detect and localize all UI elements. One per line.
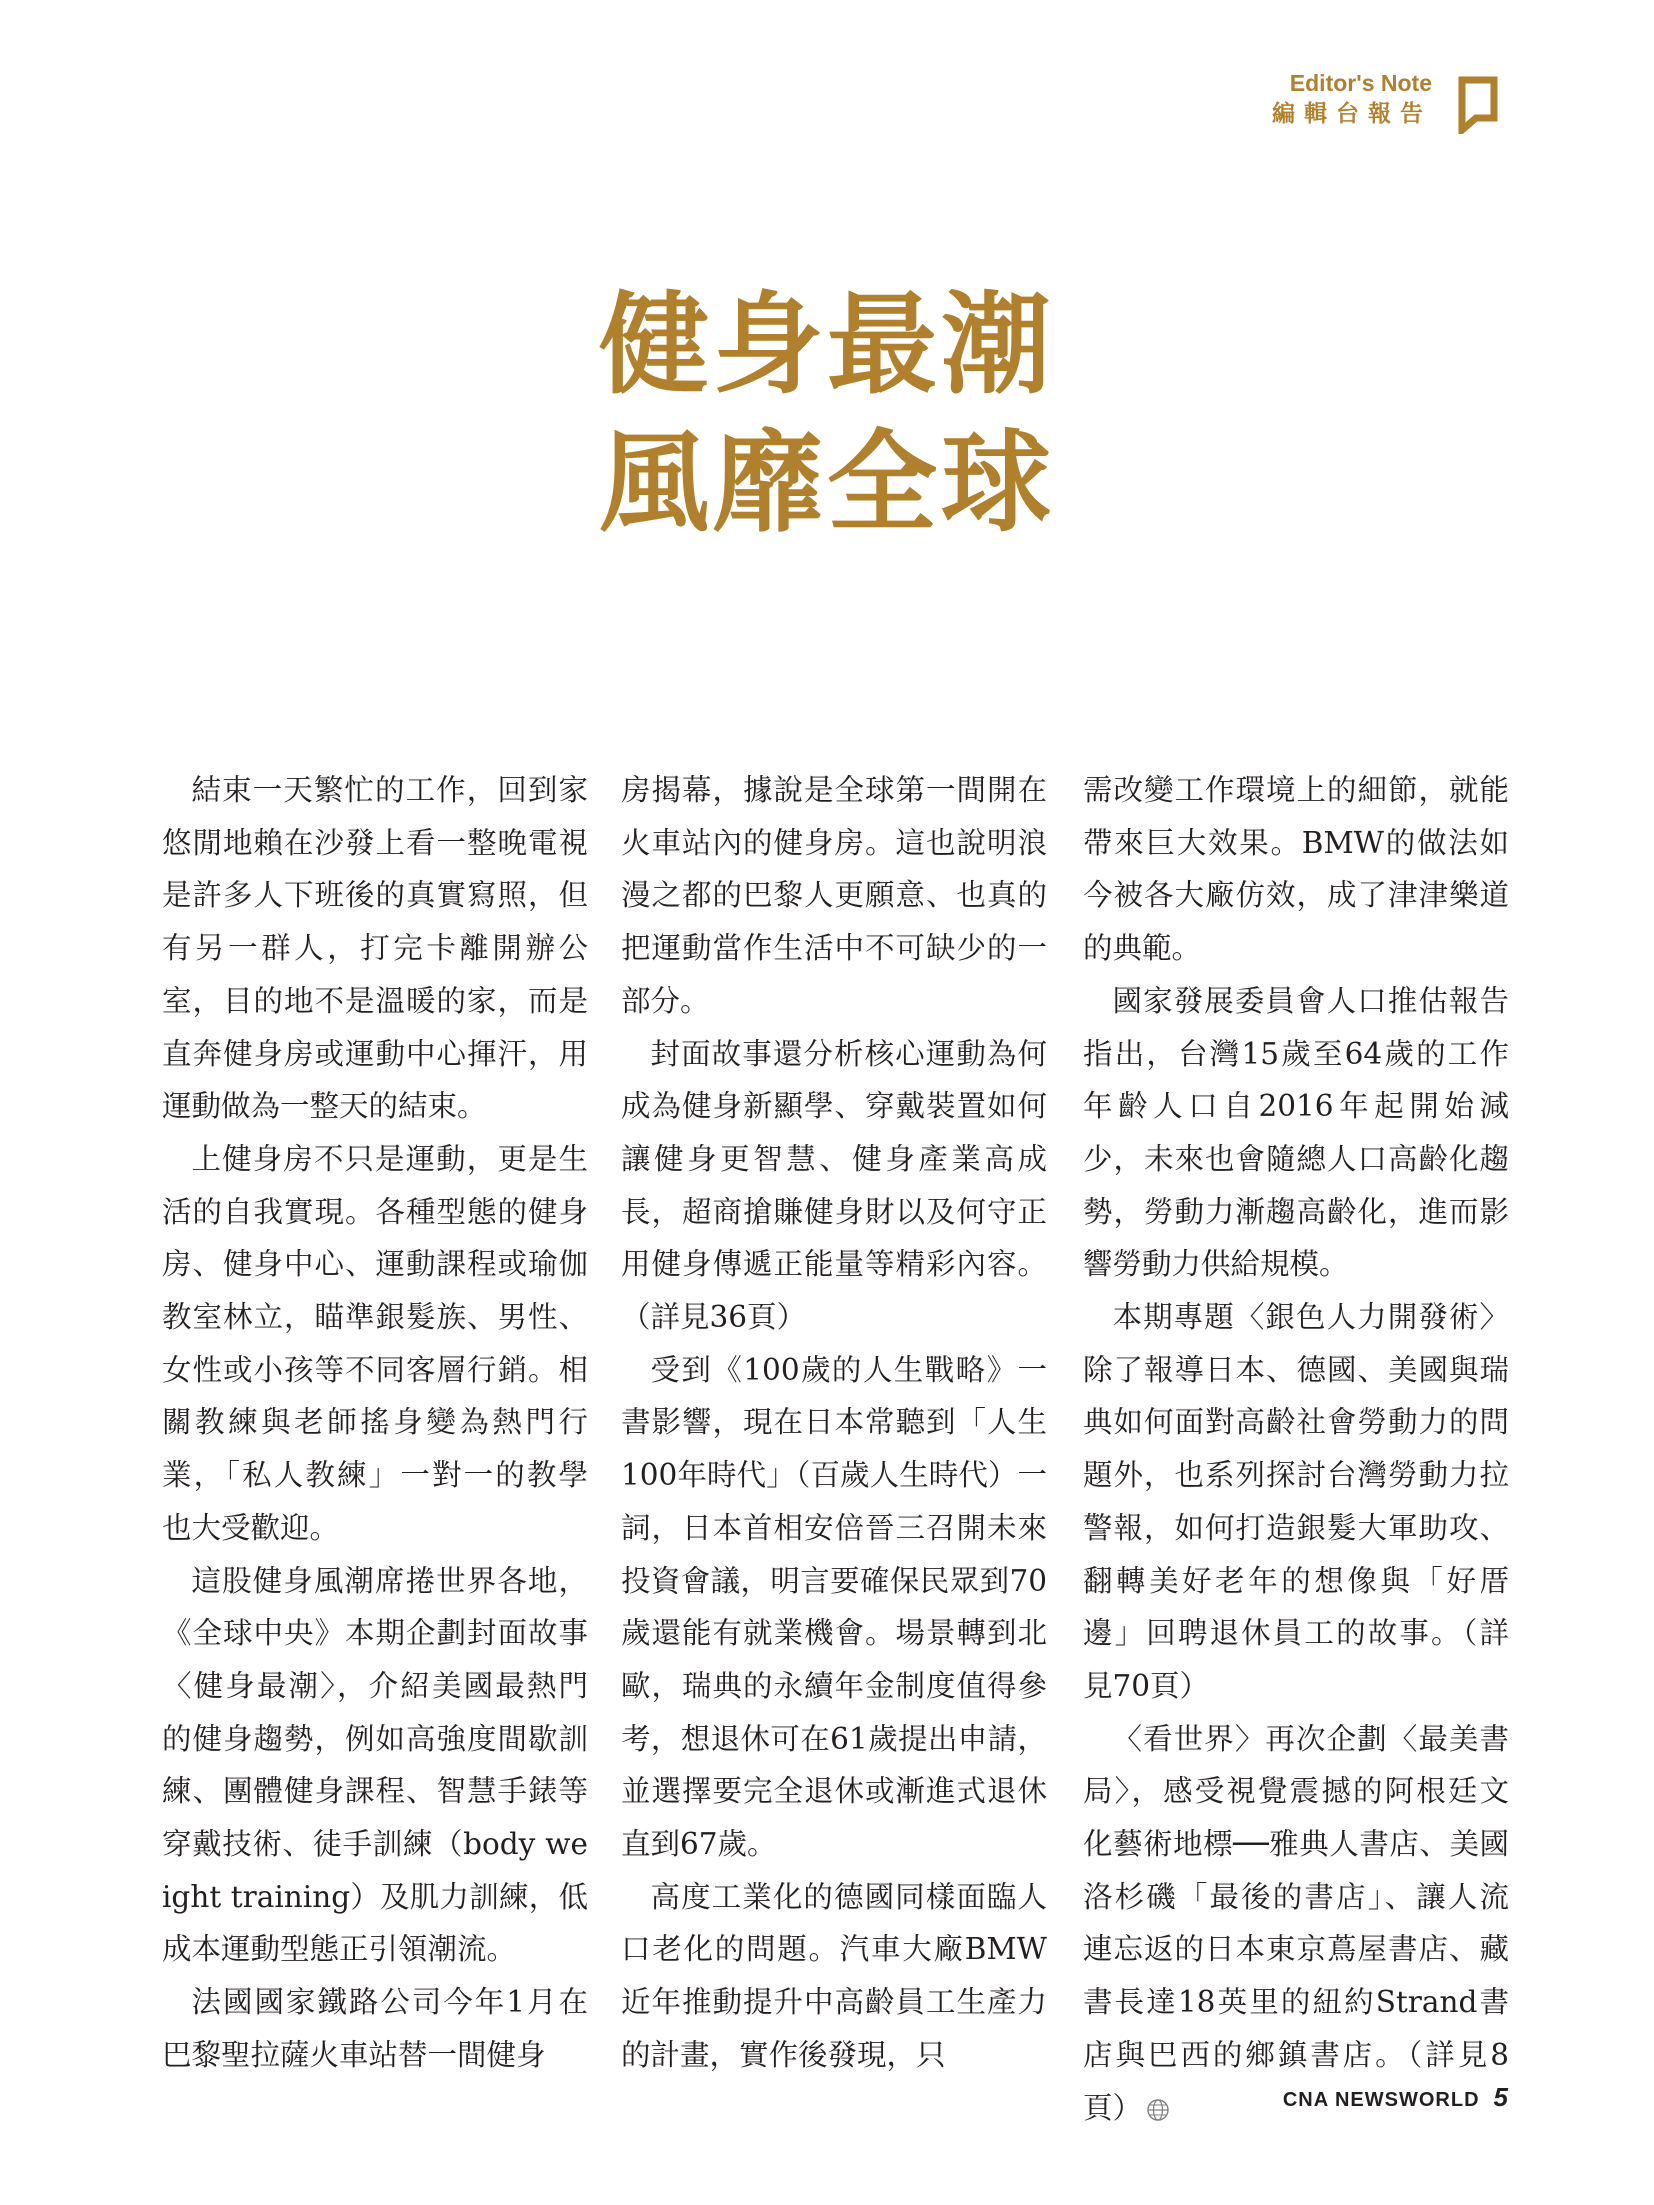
paragraph-continuation: 房揭幕，據說是全球第一間開在火車站內的健身房。這也說明浪漫之都的巴黎人更願意、也真的把運動當作生活中不可缺少的一部分。 (621, 773, 1047, 1018)
paragraph-last (1083, 1713, 1509, 2135)
paragraph: 高度工業化的德國同樣面臨人口老化的問題。汽車大廠BMW近年推動提升中高齡員工生產力的計畫，實作後發現，只 (621, 1879, 1047, 2072)
text-column-3 (1083, 764, 1509, 2134)
paragraph: 結束一天繁忙的工作，回到家悠閒地賴在沙發上看一整晚電視是許多人下班後的真實寫照，但有另一群人，打完卡離開辦公室，目的地不是溫暖的家，而是直奔健身房或運動中心揮汗，用運動做為一整天的結束。 (162, 773, 588, 1124)
magazine-name: CNA NEWSWORLD (1282, 2089, 1480, 2111)
paragraph-continuation: 需改變工作環境上的細節，就能帶來巨大效果。BMW的做法如今被各大廠仿效，成了津津樂道的典範。 (1083, 773, 1509, 966)
section-label-zh: 編輯台報告 (1272, 101, 1432, 127)
paragraph: 封面故事還分析核心運動為何成為健身新顯學、穿戴裝置如何讓健身更智慧、健身產業高成長，超商搶賺健身財以及何守正用健身傳遞正能量等精彩內容。（詳見36頁） (621, 1036, 1047, 1335)
text-column-2 (621, 764, 1047, 2082)
paragraph: 本期專題〈銀色人力開發術〉除了報導日本、德國、美國與瑞典如何面對高齡社會勞動力的問題外，也系列探討台灣勞動力拉警報，如何打造銀髮大軍助攻、翻轉美好老年的想像與「好厝邊」回聘退休員工的故事。（詳見70頁） (1083, 1300, 1509, 1703)
globe-end-mark-icon (1146, 2098, 1170, 2122)
title-line-1: 健身最潮 (599, 280, 1055, 409)
section-header (1272, 68, 1432, 130)
paragraph: 上健身房不只是運動，更是生活的自我實現。各種型態的健身房、健身中心、運動課程或瑜伽教室林立，瞄準銀髮族、男性、女性或小孩等不同客層行銷。相關教練與老師搖身變為熱門行業，「私人教練」一對一的教學也大受歡迎。 (162, 1141, 588, 1545)
paragraph: 國家發展委員會人口推估報告指出，台灣15歲至64歲的工作年齡人口自2016年起開始減少，未來也會隨總人口高齡化趨勢，勞動力漸趨高齡化，進而影響勞動力供給規模。 (1083, 983, 1509, 1282)
speech-bubble-icon (1458, 76, 1498, 134)
text-column-1 (162, 764, 588, 2082)
page-number: 5 (1493, 2082, 1508, 2112)
title-line-2: 風靡全球 (599, 418, 1055, 547)
paragraph: 法國國家鐵路公司今年1月在巴黎聖拉薩火車站替一間健身 (162, 1985, 588, 2072)
paragraph: 受到《100歲的人生戰略》一書影響，現在日本常聽到「人生100年時代」（百歲人生時代）一詞，日本首相安倍晉三召開未來投資會議，明言要確保民眾到70歲還能有就業機會。場景轉到北歐，瑞典的永續年金制度值得參考，想退休可在61歲提出申請，並選擇要完全退休或漸進式退休直到67歲。 (621, 1352, 1047, 1862)
article-title (0, 276, 1654, 552)
page-footer (1283, 2082, 1508, 2113)
paragraph-text: 〈看世界〉再次企劃〈最美書局〉，感受視覺震撼的阿根廷文化藝術地標──雅典人書店、美國洛杉磯「最後的書店」、讓人流連忘返的日本東京蔦屋書店、藏書長達18英里的紐約Strand書店與巴西的鄉鎮書店。（詳見8頁） (1083, 1721, 1509, 2125)
paragraph: 這股健身風潮席捲世界各地，《全球中央》本期企劃封面故事〈健身最潮〉，介紹美國最熱門的健身趨勢，例如高強度間歇訓練、團體健身課程、智慧手錶等穿戴技術、徒手訓練（body weight training）及肌力訓練，低成本運動型態正引領潮流。 (162, 1563, 588, 1967)
section-label-en: Editor's Note (1289, 70, 1432, 96)
